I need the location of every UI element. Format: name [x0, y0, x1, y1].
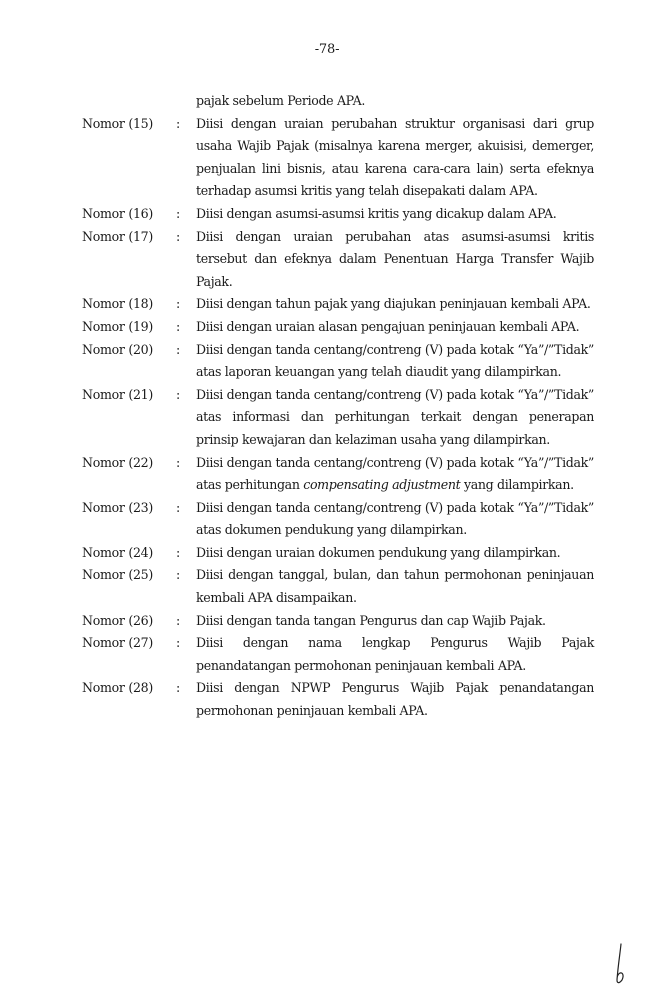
document-body — [0, 90, 654, 723]
entry-separator: : — [176, 115, 181, 131]
entry-text-before: Diisi dengan tanda centang/contreng (V) pada kotak “Ya”/”Tidak” atas perhitungan — [196, 454, 594, 493]
entry-16 — [0, 203, 654, 226]
entry-label: Nomor (18) — [82, 296, 154, 312]
entry-separator: : — [176, 318, 181, 334]
entry-label: Nomor (19) — [82, 318, 154, 334]
entry-text: Diisi dengan tanda tangan Pengurus dan cap Wajib Pajak. — [196, 612, 546, 628]
entry-separator: : — [176, 635, 181, 651]
entry-text: Diisi dengan uraian dokumen pendukung yang dilampirkan. — [196, 544, 561, 560]
entry-text: Diisi dengan tanda centang/contreng (V) pada kotak “Ya”/”Tidak” atas informasi dan perhitungan terkait dengan penerapan prinsip kewajaran dan kelaziman usaha yang dilampirkan. — [196, 386, 594, 447]
entry-text: Diisi dengan uraian perubahan struktur organisasi dari grup usaha Wajib Pajak (misalnya karena merger, akuisisi, demerger, penjualan lini bisnis, atau karena cara-cara lain) serta efeknya terhadap asumsi kritis yang telah disepakati dalam APA. — [196, 115, 594, 199]
entry-label: Nomor (23) — [82, 499, 154, 515]
entry-22 — [0, 452, 654, 497]
entry-text: Diisi dengan nama lengkap Pengurus Wajib Pajak penandatangan permohonan peninjauan kembali APA. — [196, 635, 594, 673]
entry-separator: : — [176, 205, 181, 221]
entry-separator: : — [176, 680, 181, 696]
entry-text: Diisi dengan NPWP Pengurus Wajib Pajak penandatangan permohonan peninjauan kembali APA. — [196, 680, 594, 719]
entry-label: Nomor (25) — [82, 567, 154, 583]
page-number: -78- — [314, 42, 340, 57]
entry-separator: : — [176, 296, 181, 312]
continuation-text: pajak sebelum Periode APA. — [196, 93, 366, 108]
entry-15 — [0, 113, 654, 203]
entry-separator: : — [176, 612, 181, 628]
entry-text: Diisi dengan tanggal, bulan, dan tahun permohonan peninjauan kembali APA disampaikan. — [196, 567, 594, 606]
entry-24 — [0, 542, 654, 565]
entry-25 — [0, 564, 654, 609]
entry-separator: : — [176, 567, 181, 583]
entry-label: Nomor (28) — [82, 680, 154, 696]
entry-text: Diisi dengan uraian perubahan atas asumsi-asumsi kritis tersebut dan efeknya dalam Penentuan Harga Transfer Wajib Pajak. — [196, 228, 594, 289]
entry-separator: : — [176, 386, 181, 402]
entry-26 — [0, 610, 654, 633]
entry-label: Nomor (20) — [82, 341, 154, 357]
entry-separator: : — [176, 454, 181, 470]
entry-21 — [0, 384, 654, 452]
entry-label: Nomor (16) — [82, 205, 154, 221]
entry-text-italic: compensating adjustment — [303, 477, 461, 493]
continuation-line — [0, 90, 654, 113]
entry-separator: : — [176, 499, 181, 515]
entry-label: Nomor (27) — [82, 635, 154, 651]
entry-label: Nomor (17) — [82, 228, 154, 244]
entry-text: Diisi dengan tanda centang/contreng (V) pada kotak “Ya”/”Tidak” atas laporan keuangan yang telah diaudit yang dilampirkan. — [196, 341, 594, 380]
entry-20 — [0, 339, 654, 384]
entry-17 — [0, 226, 654, 294]
entry-label: Nomor (26) — [82, 612, 154, 628]
entry-separator: : — [176, 341, 181, 357]
entry-text-after: yang dilampirkan. — [460, 477, 574, 493]
entry-label: Nomor (22) — [82, 454, 154, 470]
entry-label: Nomor (24) — [82, 544, 154, 560]
entry-28 — [0, 677, 654, 722]
entry-label: Nomor (21) — [82, 386, 154, 402]
entry-label: Nomor (15) — [82, 115, 154, 131]
entry-text — [196, 452, 594, 497]
handwritten-initial-icon — [612, 942, 632, 987]
entry-separator: : — [176, 228, 181, 244]
entry-19 — [0, 316, 654, 339]
entry-27 — [0, 632, 654, 677]
entry-text: Diisi dengan uraian alasan pengajuan peninjauan kembali APA. — [196, 318, 580, 334]
entry-23 — [0, 497, 654, 542]
entry-separator: : — [176, 544, 181, 560]
entry-18 — [0, 293, 654, 316]
entry-text: Diisi dengan asumsi-asumsi kritis yang dicakup dalam APA. — [196, 205, 557, 221]
entry-text: Diisi dengan tahun pajak yang diajukan peninjauan kembali APA. — [196, 296, 591, 312]
entry-text: Diisi dengan tanda centang/contreng (V) pada kotak “Ya”/”Tidak” atas dokumen pendukung yang dilampirkan. — [196, 499, 594, 538]
